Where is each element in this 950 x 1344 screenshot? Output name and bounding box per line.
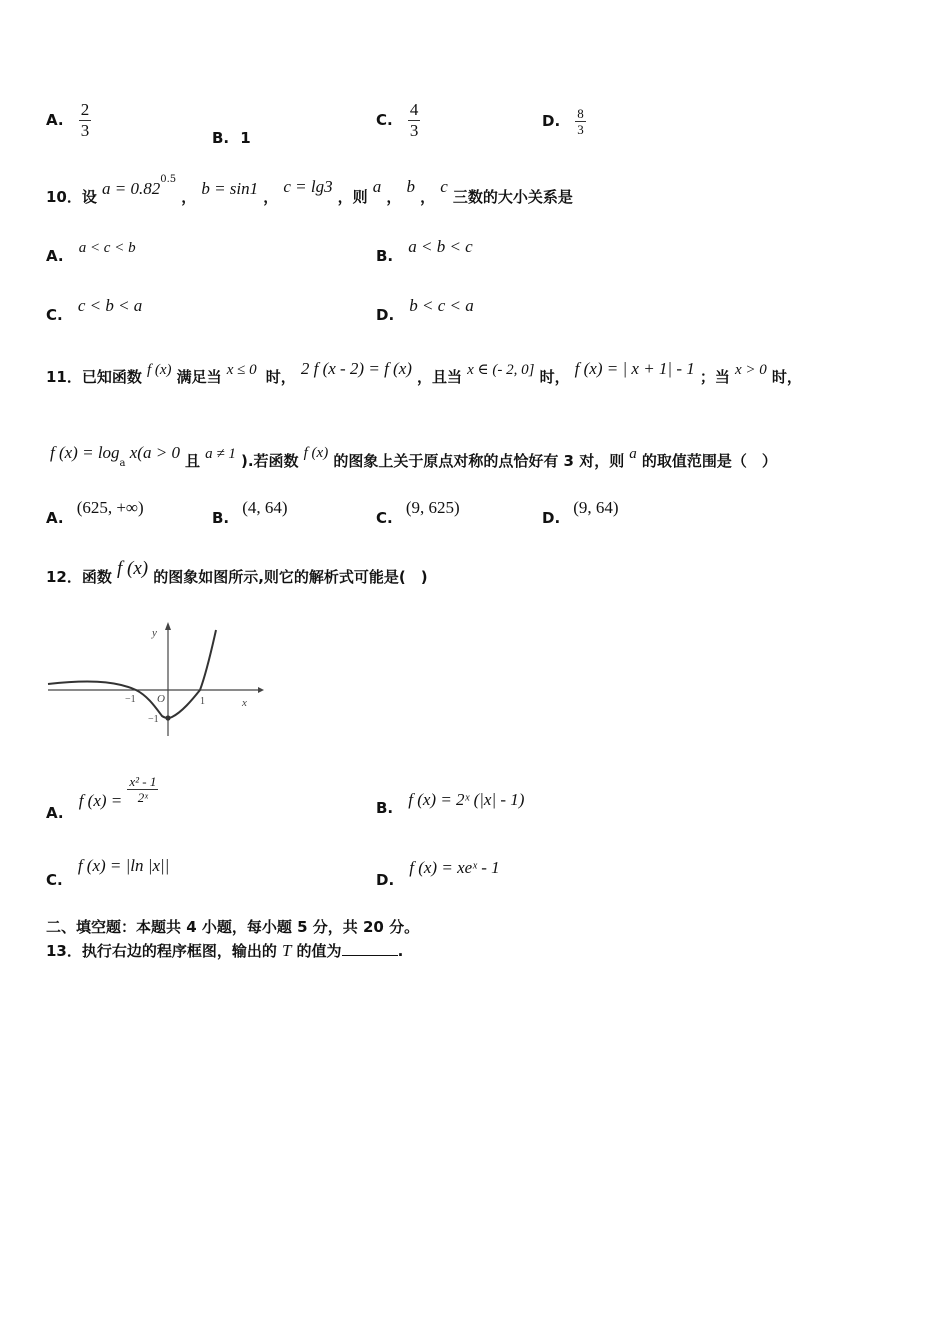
q11-stem-line2: [50, 443, 777, 473]
tick-neg1-y: −1: [148, 714, 159, 725]
q11-option-d: [542, 498, 619, 528]
option-value: 1: [240, 129, 251, 147]
option-lhs: f (x) =: [78, 791, 123, 810]
math-exponent: 0.5: [160, 173, 177, 185]
fraction: [79, 100, 92, 141]
math-eq: f (x) = log: [50, 443, 120, 462]
stem-text: 时，: [771, 368, 802, 386]
stem-text: 的取值范围是（ ）: [641, 452, 777, 470]
denominator: 3: [577, 122, 584, 137]
q9-option-b: [212, 128, 251, 147]
option-expr: (9, 64): [573, 498, 619, 517]
q12-option-b: [376, 790, 525, 817]
fraction: [408, 100, 421, 141]
option-expr: a < b < c: [408, 237, 473, 256]
math-var: b: [406, 177, 415, 196]
fraction: [575, 106, 586, 137]
option-label: B.: [376, 799, 394, 817]
stem-text: .: [397, 942, 404, 960]
math-eq: 2 f (x - 2) = f (x): [300, 359, 412, 378]
option-expr: (625, +∞): [76, 498, 144, 517]
tick-neg1-x: −1: [125, 694, 136, 705]
q12-option-d: [376, 858, 500, 889]
q9-option-d: [542, 106, 586, 137]
option-expr: b < c < a: [409, 296, 474, 315]
option-label: B.: [212, 509, 230, 527]
option-label: C.: [376, 111, 393, 129]
q13-stem: [46, 940, 403, 961]
option-label: B.: [212, 129, 230, 147]
stem-text: 12．函数: [46, 568, 112, 586]
option-label: B.: [376, 247, 394, 265]
y-label: y: [152, 627, 157, 639]
q10-option-a: [46, 240, 136, 266]
q9-option-c: [376, 100, 420, 141]
option-label: A.: [46, 804, 64, 822]
q11-option-a: [46, 498, 144, 528]
answer-blank[interactable]: [342, 943, 398, 956]
y-axis-arrow: [165, 622, 171, 630]
numerator: 4: [409, 100, 419, 119]
q11-option-b: [212, 498, 288, 528]
fraction: [127, 774, 158, 805]
denominator: 2ˣ: [137, 790, 148, 805]
math-var: a: [372, 177, 382, 196]
math-b-def: b = sin1: [201, 179, 259, 198]
option-expr: f (x) = |ln |x||: [77, 856, 170, 875]
math-cond: a ≠ 1: [205, 446, 236, 462]
stem-text: 时，: [265, 368, 296, 386]
stem-text: 的图象如图所示,则它的解析式可能是( ): [153, 568, 428, 586]
math-eq: x(a > 0: [125, 443, 180, 462]
q10-option-b: [376, 237, 473, 266]
option-label: D.: [542, 509, 561, 527]
denominator: 3: [80, 121, 90, 140]
option-expr: (4, 64): [242, 498, 288, 517]
q10-option-c: [46, 296, 143, 325]
stem-text: 11．已知函数: [46, 368, 142, 386]
option-expr: f (x) = xeˣ - 1: [409, 858, 500, 877]
stem-text: ，则: [337, 188, 368, 206]
math-f: f (x): [116, 558, 149, 579]
stem-text: 10．设: [46, 188, 97, 206]
numerator: 8: [577, 106, 584, 121]
section-title: 二、填空题：本题共 4 小题，每小题 5 分，共 20 分。: [46, 918, 420, 936]
option-label: A.: [46, 509, 64, 527]
stem-text: ；当: [699, 368, 730, 386]
math-cond: x ≤ 0: [226, 362, 257, 378]
math-cond: x ∈ (- 2, 0]: [467, 362, 535, 378]
q12-stem: [46, 558, 428, 588]
x-axis-arrow: [258, 687, 264, 693]
math-f: f (x): [303, 445, 329, 461]
option-label: A.: [46, 111, 64, 129]
tick-1-x: 1: [200, 696, 205, 707]
option-label: C.: [46, 306, 63, 324]
stem-text: 满足当: [176, 368, 222, 386]
q11-stem-line1: [46, 359, 802, 387]
q11-option-c: [376, 498, 460, 528]
q12-option-c: [46, 856, 170, 889]
denominator: 3: [409, 121, 419, 140]
math-c-def: c = lg3: [283, 177, 333, 196]
math-cond: x > 0: [734, 362, 767, 378]
option-expr: a < c < b: [78, 240, 136, 256]
stem-text: 13．执行右边的程序框图，输出的: [46, 942, 277, 960]
option-label: C.: [376, 509, 393, 527]
q10-stem: 10．设 $a = 0.82^{0.5}$ ， b = sin1 ， c = lg3 ，则 a ， b ， c 三数的大小关系是: [46, 173, 573, 206]
math-subscript: a: [119, 458, 126, 470]
math-var: c: [440, 177, 448, 196]
option-expr: f (x) = 2ˣ (|x| - 1): [408, 790, 525, 809]
separator: ，: [181, 188, 197, 206]
math-f: f (x): [146, 362, 172, 378]
q12-option-a: [46, 774, 158, 822]
stem-text: 的值为: [296, 942, 342, 960]
stem-text: 的图象上关于原点对称的点恰好有 3 对，则: [333, 452, 625, 470]
option-expr: (9, 625): [405, 498, 460, 517]
q9-option-a: [46, 100, 91, 141]
stem-text: ，且当: [417, 368, 463, 386]
stem-text: 且: [185, 452, 201, 470]
stem-text: 三数的大小关系是: [452, 188, 573, 206]
q10-option-d: [376, 296, 474, 325]
math-eq: f (x) = | x + 1| - 1: [574, 359, 695, 378]
stem-text: 时，: [539, 368, 570, 386]
option-label: D.: [376, 871, 395, 889]
q12-function-graph: [44, 618, 266, 742]
option-expr: c < b < a: [77, 296, 143, 315]
numerator: 2: [80, 100, 90, 119]
origin-label: O: [157, 693, 165, 705]
x-label: x: [242, 697, 247, 709]
stem-text: ).若函数: [240, 452, 299, 470]
option-label: D.: [376, 306, 395, 324]
numerator: x² - 1: [129, 774, 157, 789]
math-a-def: a = 0.82: [101, 179, 161, 198]
option-label: D.: [542, 112, 561, 130]
point-0-neg1: [165, 715, 170, 720]
separator: ，: [263, 188, 279, 206]
option-label: C.: [46, 871, 63, 889]
math-var: a: [629, 446, 637, 462]
option-label: A.: [46, 247, 64, 265]
math-var: T: [281, 941, 292, 960]
